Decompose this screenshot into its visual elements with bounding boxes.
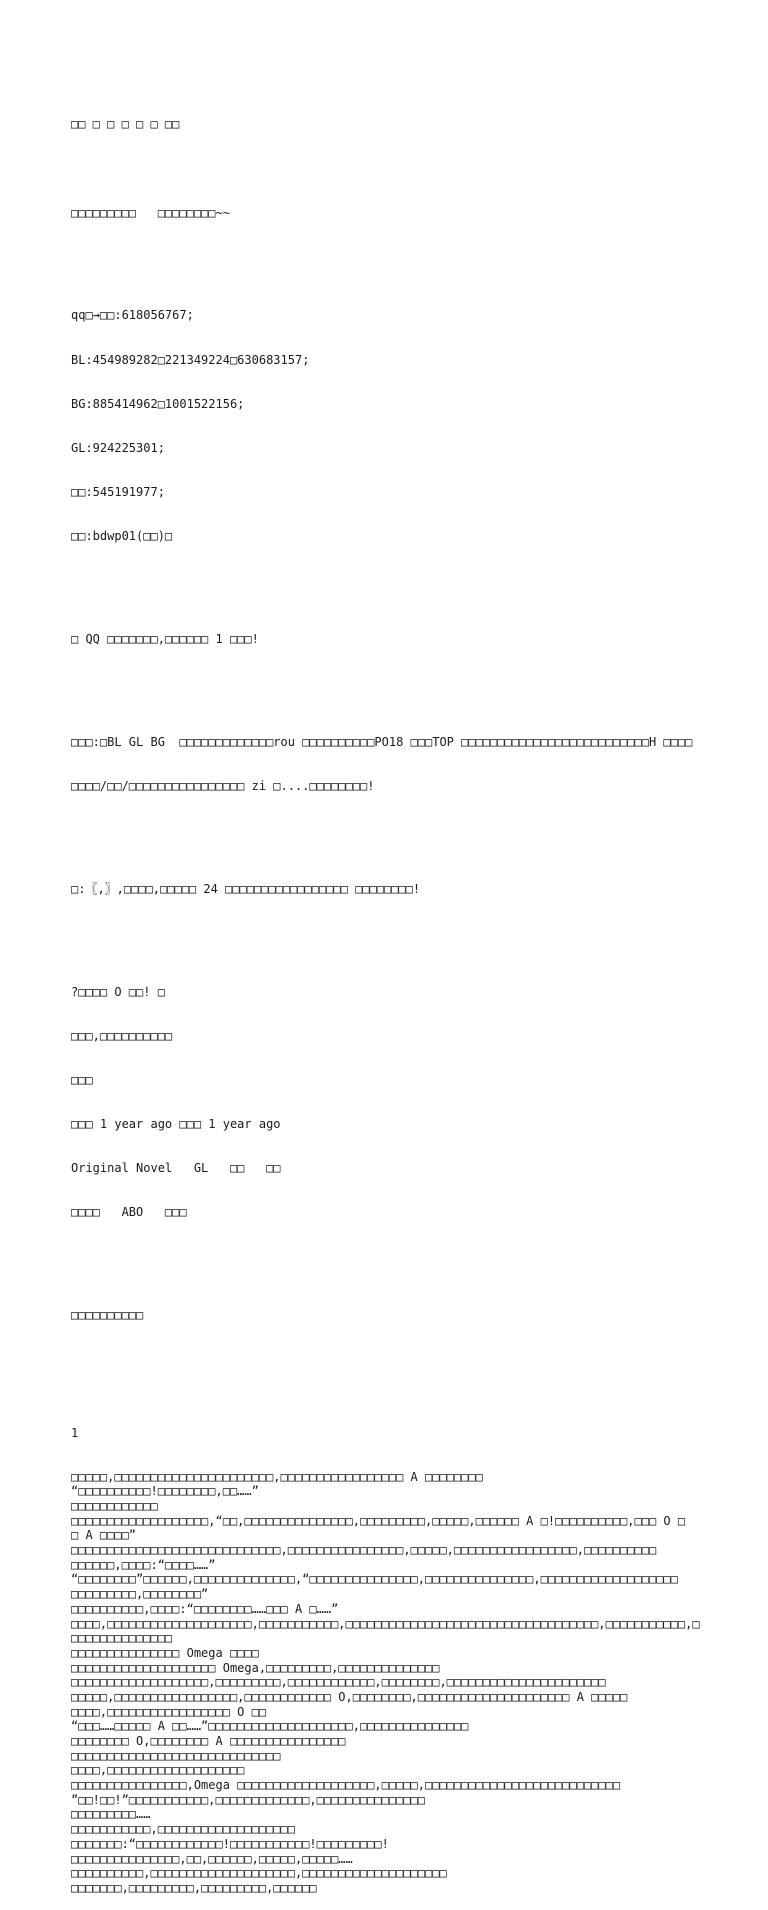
intro-line: □□□:□BL GL BG □□□□□□□□□□□□□rou □□□□□□□□□□PO18 □□□TOP □□□□□□□□□□□□□□□□□□□□□□□□□□H □□□□ [71,734,693,749]
contact-id: □□:bdwp01(□□)□ [71,528,173,543]
contact-bg: BG:885414962□1001522156; [71,396,245,411]
contact-bl: BL:454989282□221349224□630683157; [71,352,310,367]
chapter-line: □□□□□,□□□□□□□□□□□□□□□□□,□□□□□□□□□□□□ O,□□□□□□□□,□□□□□□□□□□□□□□□□□□□□□ A □□□□□ [71,1689,628,1704]
chapter-line: □□□□,□□□□□□□□□□□□□□□□□□□□,□□□□□□□□□□□,□□□□□□□□□□□□□□□□□□□□□□□□□□□□□□□□□□□,□□□□□□□□□□□,□ [71,1616,700,1631]
document-body [71,88,711,1910]
chapter-line: □□□□□□□□□□□□□□□□□□□□□□□□□□□□□ [71,1748,281,1763]
chapter-line: □□□□,□□□□□□□□□□□□□□□□□ O □□ [71,1704,267,1719]
chapter-line: □□□□□□□,□□□□□□□□□,□□□□□□□□□,□□□□□□ [71,1880,317,1895]
chapter-line: □□□□□□□□□□□□□□□□,Omega □□□□□□□□□□□□□□□□□□□,□□□□□,□□□□□□□□□□□□□□□□□□□□□□□□□□□ [71,1778,621,1793]
contact-other: □□:545191977; [71,484,165,499]
chapter-line: □□□□□□□□□,□□□□□□□□” [71,1587,209,1602]
chapter-line: □□□□□,□□□□□□□□□□□□□□□□□□□□□□,□□□□□□□□□□□□□□□□□ A □□□□□□□□ [71,1469,483,1484]
chapter-line: □□□□□□□□□□□□□□ [71,1631,173,1646]
chapter-line: □ A □□□□” [71,1528,137,1543]
chapter-line: “□□□□□□□□”□□□□□□,□□□□□□□□□□□□□□,“□□□□□□□□□□□□□□□,□□□□□□□□□□□□□□□,□□□□□□□□□□□□□□□□□□□ [71,1572,678,1587]
chapter-line: ”□□!□□!”□□□□□□□□□□□,□□□□□□□□□□□□□,□□□□□□□□□□□□□□□ [71,1792,426,1807]
contact-gl: GL:924225301; [71,440,165,455]
chapter-line: □□□□□□□□□□,□□□□:“□□□□□□□□……□□□ A □……” [71,1601,339,1616]
chapter-line: □□□□□□□□□□□□□□□,□□,□□□□□□,□□□□□,□□□□□…… [71,1851,353,1866]
meta-tags: □□□□ ABO □□□ [71,1205,187,1220]
doc-subtitle: □□□□□□□□□ □□□□□□□□~~ [71,205,230,220]
contact-qq: qq□→□□:618056767; [71,308,194,323]
chapter-number: 1 [71,1425,79,1440]
chapter-line: □□□□□□□□□□□□□□□ Omega □□□□ [71,1645,259,1660]
meta-rating: ?□□□□ O □□! □ [71,984,165,999]
chapter-line: “□□□……□□□□□ A □□……”□□□□□□□□□□□□□□□□□□□□,□□□□□□□□□□□□□□□ [71,1719,469,1734]
status-line: □□□□□□□□□□ [71,1307,144,1322]
meta-dates: □□□ 1 year ago □□□ 1 year ago [71,1116,281,1131]
chapter-line: □□□□□□□□□□□□□□□□□□□□ Omega,□□□□□□□□□,□□□□□□□□□□□□□□ [71,1660,440,1675]
meta-tags-line: □□□,□□□□□□□□□□ [71,1028,173,1043]
chapter-line: □□□□□□□□□□,□□□□□□□□□□□□□□□□□□□□,□□□□□□□□□□□□□□□□□□□□ [71,1866,447,1881]
chapter-line: □□□□□□□□□□□□ [71,1499,158,1514]
meta-category: Original Novel GL □□ □□ [71,1160,281,1175]
chapter-line: □□□□□□□□□…… [71,1807,151,1822]
chapter-line: □□□□□□□□□□□□□□□□□□□,“□□,□□□□□□□□□□□□□□□,□□□□□□□□□,□□□□□,□□□□□□ A □!□□□□□□□□□□,□□□ O □ [71,1513,686,1528]
chapter-line: □□□□□□□□ O,□□□□□□□□ A □□□□□□□□□□□□□□□□ [71,1734,346,1749]
chapter-line: □□□□□□□□□□□,□□□□□□□□□□□□□□□□□□□ [71,1822,295,1837]
chapter-text [71,1470,711,1896]
chapter-line: □□□□□□,□□□□:“□□□□……” [71,1557,216,1572]
meta-label: □□□ [71,1072,93,1087]
chapter-line: □□□□□□□:“□□□□□□□□□□□□!□□□□□□□□□□□!□□□□□□□□□! [71,1836,389,1851]
chapter-line: □□□□□□□□□□□□□□□□□□□,□□□□□□□□□,□□□□□□□□□□□□,□□□□□□□□,□□□□□□□□□□□□□□□□□□□□□□ [71,1675,606,1690]
chapter-line: □□□□□□□□□□□□□□□□□□□□□□□□□□□□□,□□□□□□□□□□□□□□□□,□□□□□,□□□□□□□□□□□□□□□□□,□□□□□□□□□□ [71,1543,657,1558]
qq-notice: □ QQ □□□□□□□,□□□□□□ 1 □□□! [71,631,259,646]
intro-line: □□□□/□□/□□□□□□□□□□□□□□□□ zi □....□□□□□□□□! [71,778,375,793]
chapter-line: □□□□,□□□□□□□□□□□□□□□□□□□ [71,1763,245,1778]
doc-title: □□ □ □ □ □ □ □□ [71,117,180,132]
chapter-line: “□□□□□□□□□□!□□□□□□□□,□□……” [71,1484,259,1499]
format-note: □:〖,〗,□□□□,□□□□□ 24 □□□□□□□□□□□□□□□□□ □□□□□□□□! [71,881,421,896]
